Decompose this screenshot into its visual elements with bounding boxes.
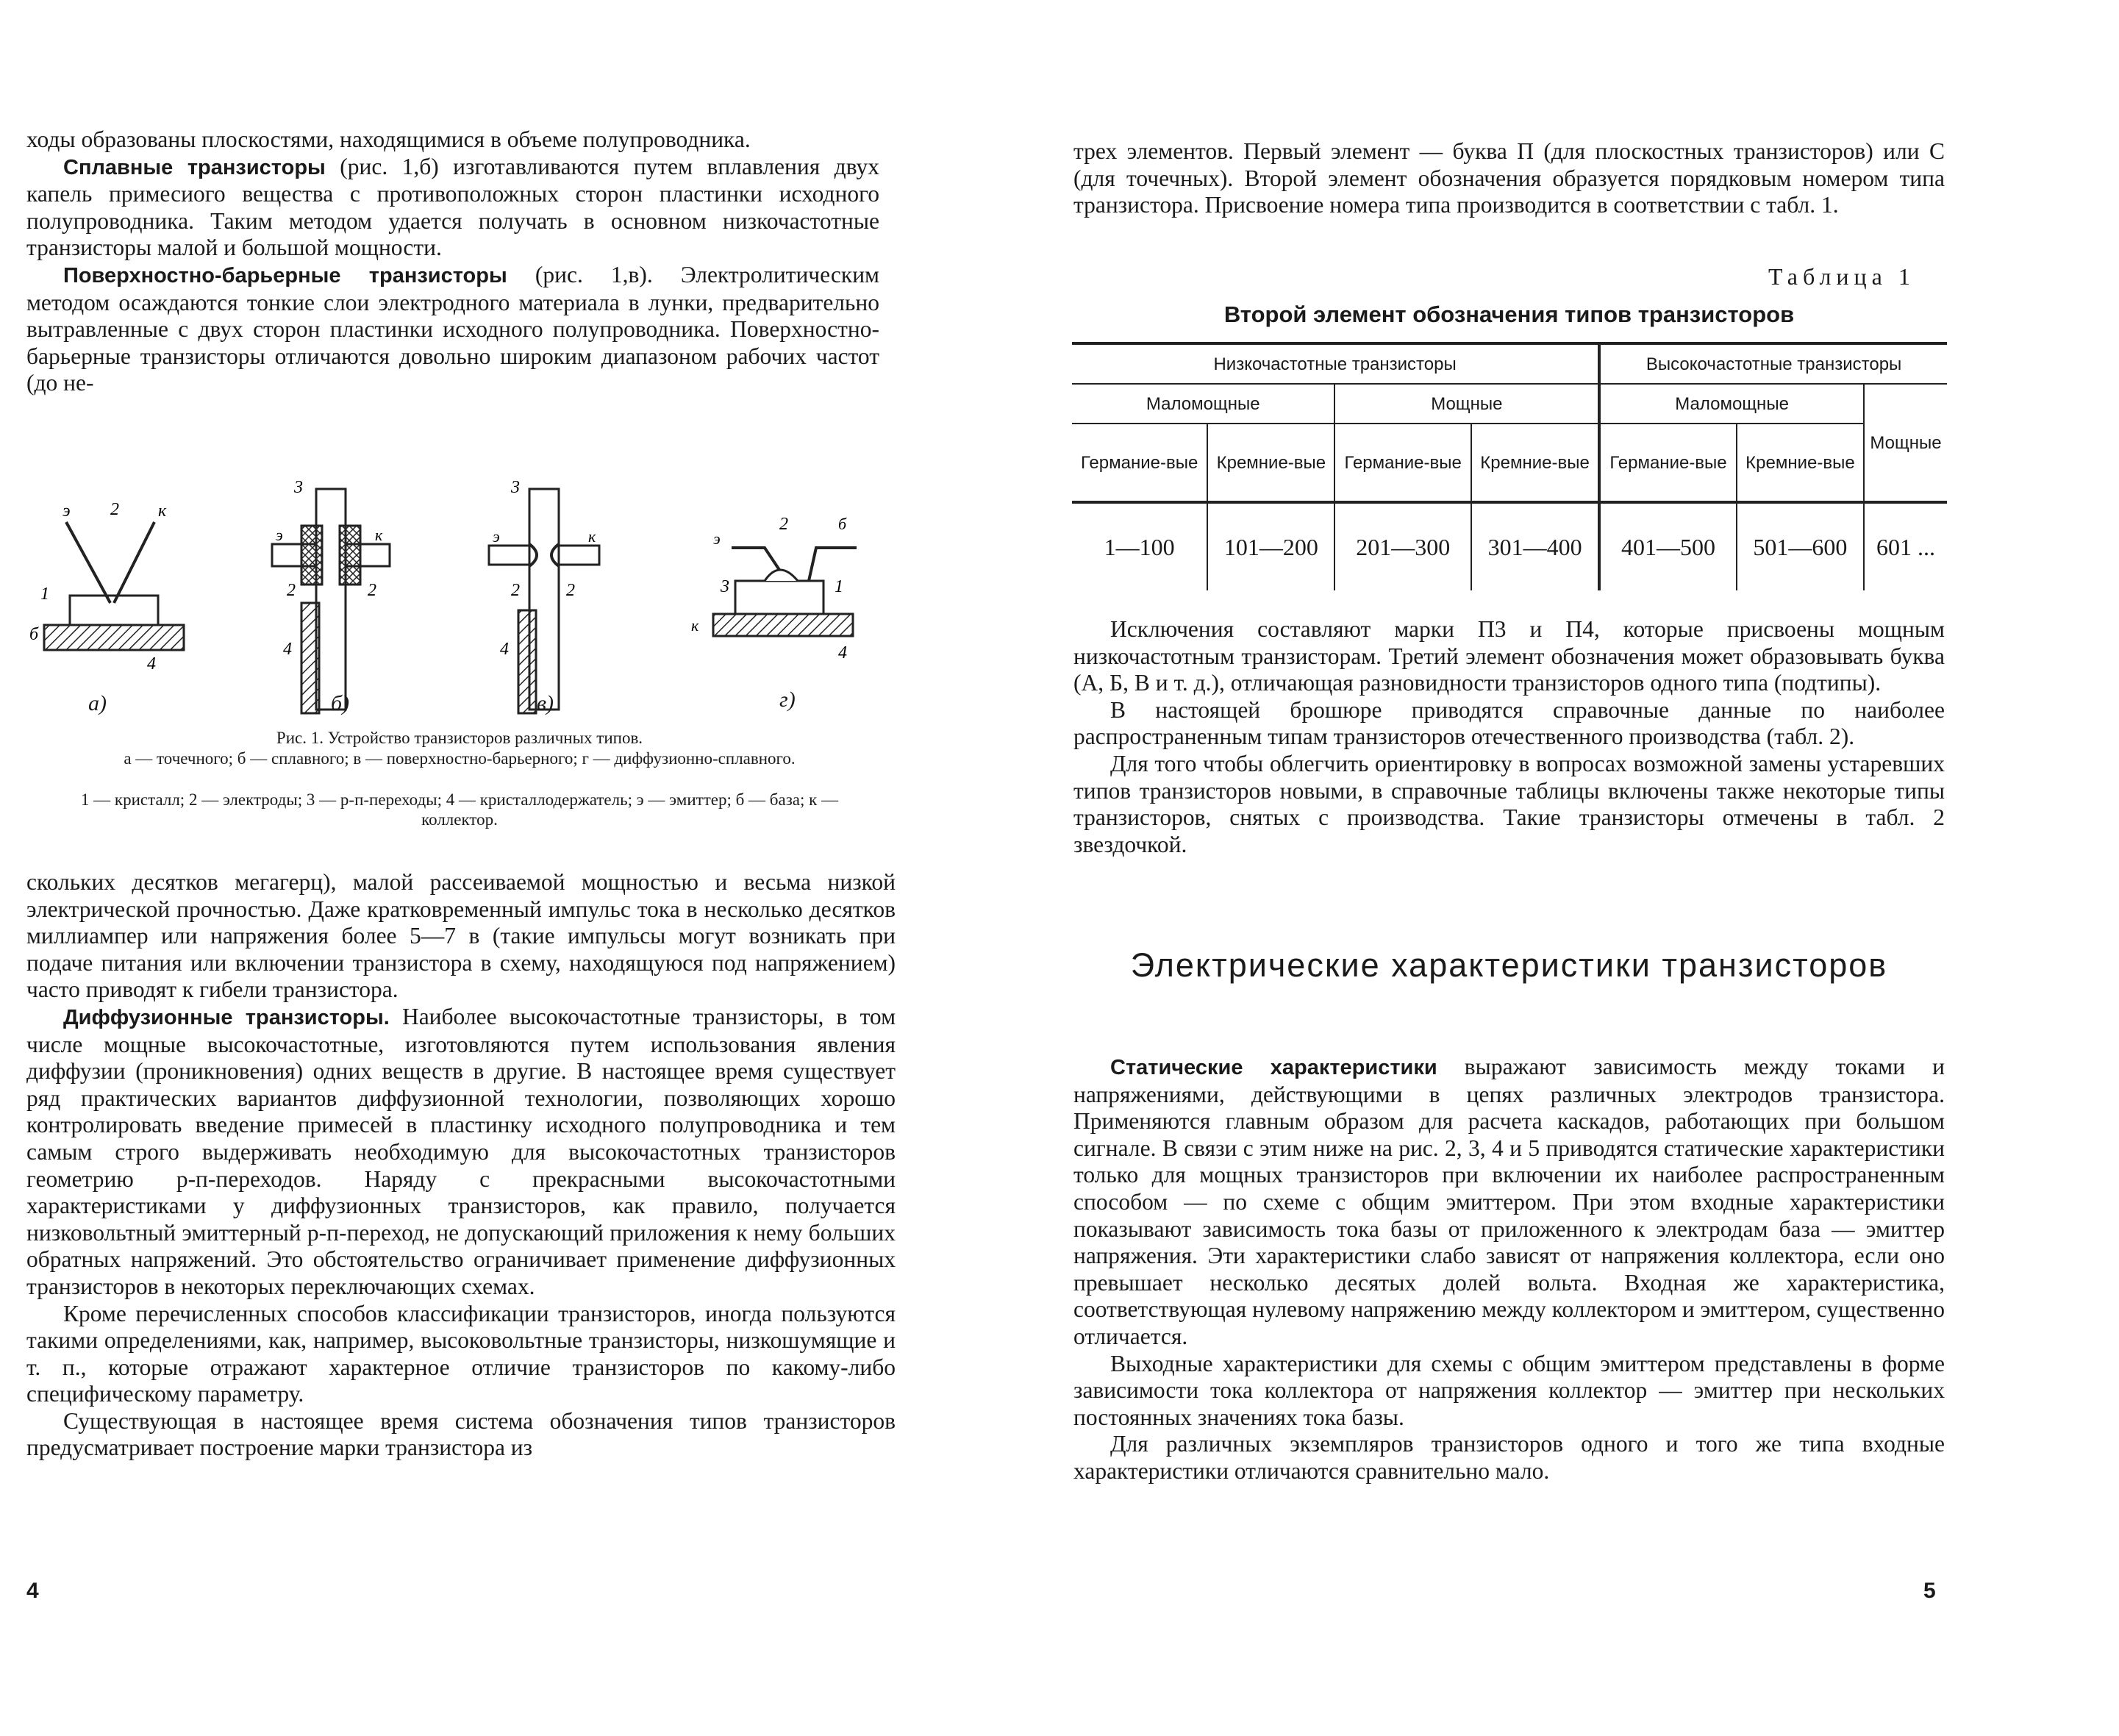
svg-text:э: э — [713, 529, 721, 548]
table-cell: 501—600 — [1737, 502, 1864, 590]
figure-label-d: г) — [779, 687, 796, 712]
header-low-power: Маломощные — [1072, 384, 1334, 424]
svg-text:1: 1 — [40, 585, 49, 604]
header-silicon: Кремние-вые — [1207, 424, 1334, 502]
table-cell: 1—100 — [1072, 502, 1207, 590]
svg-text:б: б — [29, 625, 39, 644]
figure-transistor-types — [29, 478, 890, 846]
svg-text:э: э — [493, 527, 500, 546]
figure-c-surface-barrier — [489, 478, 599, 713]
svg-text:4: 4 — [838, 643, 847, 662]
left-top-text — [26, 126, 879, 397]
table-cell: 201—300 — [1334, 502, 1471, 590]
paragraph: ходы образованы плоскостями, находящимися в объеме полупроводника. — [26, 126, 751, 152]
right-top-text — [1073, 138, 1945, 219]
svg-text:3: 3 — [294, 478, 303, 497]
figure-a-point-contact — [29, 500, 184, 674]
table-1 — [1072, 342, 1947, 590]
paragraph: Для того чтобы облегчить ориентировку в вопросах возможной замены устаревших типов транзисторов новыми, в справочные таблицы включены также некоторые типы транзисторов, снятых с производства. Такие транзисторы отмечены в табл. 2 звездочкой. — [1073, 750, 1945, 857]
svg-text:э: э — [276, 526, 283, 544]
svg-text:к: к — [691, 616, 699, 635]
svg-text:3: 3 — [721, 577, 729, 596]
figure-label-a: а) — [88, 691, 107, 715]
svg-text:2: 2 — [368, 581, 376, 600]
figure-label-c: в) — [537, 691, 554, 715]
svg-text:2: 2 — [511, 581, 520, 600]
header-low-frequency: Низкочастотные транзисторы — [1072, 343, 1599, 384]
figure-d-diffusion-alloy — [691, 515, 857, 662]
header-germanium: Германие-вые — [1334, 424, 1471, 502]
paragraph: Выходные характеристики для схемы с общим эмиттером представлены в форме зависимости тока коллектора от напряжения коллектор — эмиттер при нескольких постоянных значениях тока базы. — [1073, 1350, 1945, 1430]
svg-text:2: 2 — [287, 581, 296, 600]
header-high-power: Мощные — [1334, 384, 1599, 424]
figure-caption-legend: 1 — кристалл; 2 — электроды; 3 — р-п-переходы; 4 — кристаллодержатель; э — эмиттер; б — база; к — коллектор. — [80, 790, 839, 829]
figure-caption-types: а — точечного; б — сплавного; в — поверхностно-барьерного; г — диффузионно-сплавного. — [124, 749, 796, 768]
paragraph: Сплавные транзисторы (рис. 1,б) изготавливаются путем вплавления двух капель примесиого вещества с противоположных сторон пластинки исходного полупроводника. Таким методом удается получать в основном низкочастотные транзисторы малой и большой мощности. — [26, 153, 879, 261]
header-silicon: Кремние-вые — [1471, 424, 1599, 502]
header-high-power-hf: Мощные — [1864, 384, 1947, 502]
table-title: Второй элемент обозначения типов транзисторов — [1223, 301, 1795, 327]
section-title: Электрические характеристики транзисторов — [1130, 946, 1888, 984]
svg-text:2: 2 — [779, 515, 788, 534]
table-cell: 101—200 — [1207, 502, 1334, 590]
paragraph: Статические характеристики выражают зависимость между токами и напряжениями, действующими в цепях различных электродов транзистора. Применяются главным образом для расчета каскадов, работающих при большом сигнале. В связи с этим ниже на рис. 2, 3, 4 и 5 приводятся статические характеристики только для мощных транзисторов при включении их наиболее распространенным способом — по схеме с общим эмиттером. При этом входные характеристики показывают зависимость тока базы от приложенного к электродам база — эмиттер напряжения. Эти характеристики слабо зависят от напряжения коллектора, если оно превышает несколько десятых долей вольта. Входная же характеристика, соответствующая нулевому напряжению между коллектором и эмиттером, существенно отличается. — [1073, 1054, 1945, 1349]
svg-text:1: 1 — [835, 577, 843, 596]
header-germanium: Германие-вые — [1072, 424, 1207, 502]
table-cell: 301—400 — [1471, 502, 1599, 590]
svg-text:3: 3 — [511, 478, 520, 497]
paragraph: Исключения составляют марки П3 и П4, которые присвоены мощным низкочастотным транзисторам. Третий элемент обозначения может образовывать буква (А, Б, В и т. д.), отличающая разновидности транзисторов одного типа (подтипы). — [1073, 616, 1945, 696]
svg-text:2: 2 — [566, 581, 575, 600]
svg-text:4: 4 — [147, 654, 156, 674]
paragraph: Поверхностно-барьерные транзисторы (рис. 1,в). Электролитическим методом осаждаются тонкие слои электродного материала в лунки, предварительно вытравленные с двух сторон пластинки исходного полупроводника. Поверхностно-барьерные транзисторы отличаются довольно широким диапазоном рабочих частот (до не- — [26, 261, 879, 396]
svg-text:к: к — [375, 526, 383, 544]
paragraph: Кроме перечисленных способов классификации транзисторов, иногда пользуются такими определениями, как, например, высоковольтные транзисторы, низкошумящие и т. п., которые отражают характерное отличие транзисторов по какому-либо специфическому параметру. — [26, 1300, 896, 1407]
left-bottom-text — [26, 869, 896, 1462]
right-bottom-text — [1073, 1054, 1945, 1485]
figure-caption-title: Рис. 1. Устройство транзисторов различных типов. — [276, 729, 643, 747]
figure-b-alloy — [272, 478, 390, 713]
paragraph: трех элементов. Первый элемент — буква П (для плоскостных транзисторов) или С (для точечных). Второй элемент обозначения образуется порядковым номером типа транзистора. Присвоение номера типа производится в соответствии с табл. 1. — [1073, 138, 1945, 218]
header-silicon: Кремние-вые — [1737, 424, 1864, 502]
header-high-frequency: Высокочастотные транзисторы — [1599, 343, 1947, 384]
table-label: Таблица 1 — [1768, 263, 1915, 290]
table-cell: 401—500 — [1599, 502, 1737, 590]
figure-label-b: б) — [331, 691, 350, 715]
page-number-left: 4 — [26, 1579, 39, 1603]
svg-text:4: 4 — [283, 640, 292, 659]
header-germanium: Германие-вые — [1599, 424, 1737, 502]
paragraph: Диффузионные транзисторы. Наиболее высокочастотные транзисторы, в том числе мощные высокочастотные, изготовляются путем использования явления диффузии (проникновения) одних веществ в другие. В настоящее время существует ряд практических вариантов диффузионной технологии, позволяющих хорошо контролировать введение примесей в пластинку исходного полупроводника и тем самым строго выдерживать необходимую для высокочастотных транзисторов геометрию р-п-переходов. Наряду с прекрасными высокочастотными характеристиками у диффузионных транзисторов, как правило, получается низковольтный эмиттерный р-п-переход, не допускающий приложения к нему больших обратных напряжений. Это обстоятельство ограничивает применение диффузионных транзисторов в некоторых переключающих схемах. — [26, 1003, 896, 1299]
paragraph: Для различных экземпляров транзисторов одного и того же типа входные характеристики отличаются сравнительно мало. — [1073, 1431, 1945, 1484]
svg-text:4: 4 — [500, 640, 509, 659]
table-cell: 601 ... — [1864, 502, 1947, 590]
paragraph: скольких десятков мегагерц), малой рассеиваемой мощностью и весьма низкой электрической прочностью. Даже кратковременный импульс тока в несколько десятков миллиампер или напряжения более 5—7 в (такие импульсы могут возникать при подаче питания или включении транзистора в схему, находящуюся под напряжением) часто приводят к гибели транзистора. — [26, 869, 896, 1003]
svg-text:2: 2 — [110, 500, 119, 519]
figure-drawings — [29, 478, 890, 721]
paragraph: В настоящей брошюре приводятся справочные данные по наиболее распространенным типам транзисторов отечественного производства (табл. 2). — [1073, 696, 1945, 750]
header-low-power-hf: Маломощные — [1599, 384, 1864, 424]
paragraph: Существующая в настоящее время система обозначения типов транзисторов предусматривает построение марки транзистора из — [26, 1407, 896, 1461]
svg-text:к: к — [588, 527, 596, 546]
page-number-right: 5 — [1923, 1579, 1936, 1603]
svg-text:к: к — [158, 501, 167, 521]
table-row — [1072, 502, 1947, 590]
svg-text:б: б — [838, 515, 847, 533]
svg-text:э: э — [62, 501, 71, 521]
right-mid-text — [1073, 616, 1945, 858]
